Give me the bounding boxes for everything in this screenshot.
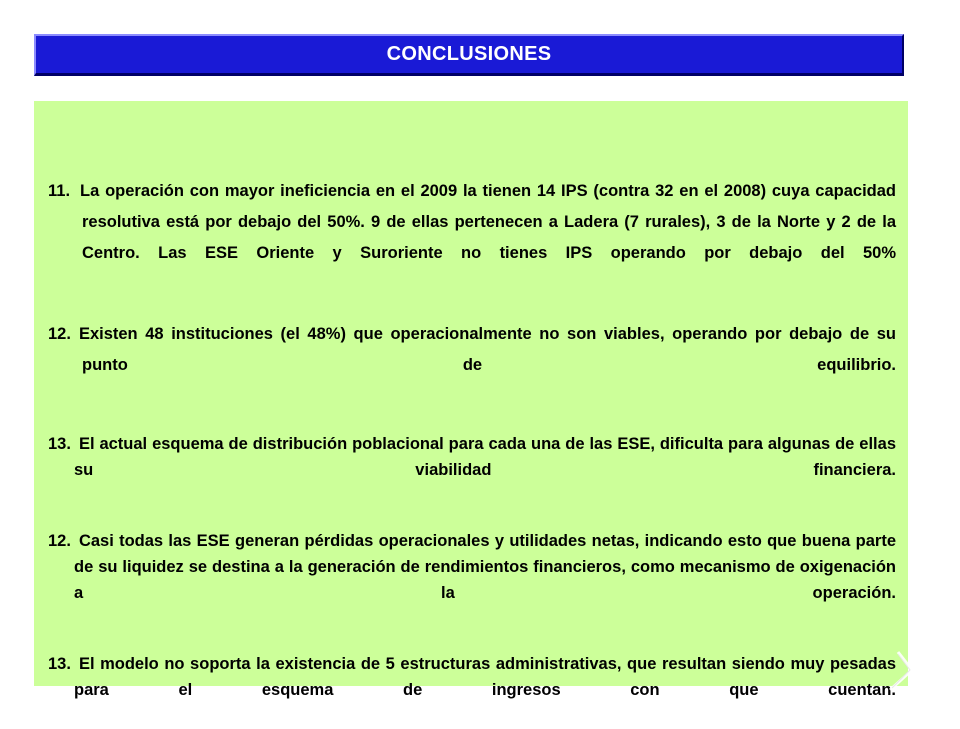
conclusion-number: 11. [48,182,71,200]
conclusions-list [48,176,896,729]
conclusion-item [48,319,896,412]
conclusion-number: 12. [48,532,71,550]
conclusion-number: 12. [48,325,71,343]
conclusion-text: El actual esquema de distribución poblacional para cada una de las ESE, dificulta para algunas de ellas su viabilidad financiera. [74,435,896,479]
conclusion-item [48,176,896,300]
conclusion-item [48,528,896,632]
conclusion-text: El modelo no soporta la existencia de 5 estructuras administrativas, que resultan siendo muy pesadas para el esquema de ingresos con que cuentan. [74,655,896,699]
conclusion-number: 13. [48,655,71,673]
conclusion-text: Existen 48 instituciones (el 48%) que operacionalmente no son viables, operando por debajo de su punto de equilibrio. [78,325,896,374]
title-banner [34,34,904,76]
conclusion-item [48,431,896,509]
page-curl-icon [884,646,918,692]
page-title: CONCLUSIONES [386,43,552,65]
conclusion-text: La operación con mayor ineficiencia en el 2009 la tienen 14 IPS (contra 32 en el 2008) cuya capacidad resolutiva está por debajo del 50%. 9 de ellas pertenecen a Ladera (7 rurales), 3 de la Norte y 2 de la Centro. Las ESE Oriente y Suroriente no tienes IPS operando por debajo del 50% [80,182,896,262]
conclusion-text: Casi todas las ESE generan pérdidas operacionales y utilidades netas, indicando esto que buena parte de su liquidez se destina a la generación de rendimientos financieros, como mecanismo de oxigenación a la operación. [74,532,896,602]
conclusions-panel [34,101,908,699]
conclusion-item [48,651,896,729]
conclusion-number: 13. [48,435,71,453]
